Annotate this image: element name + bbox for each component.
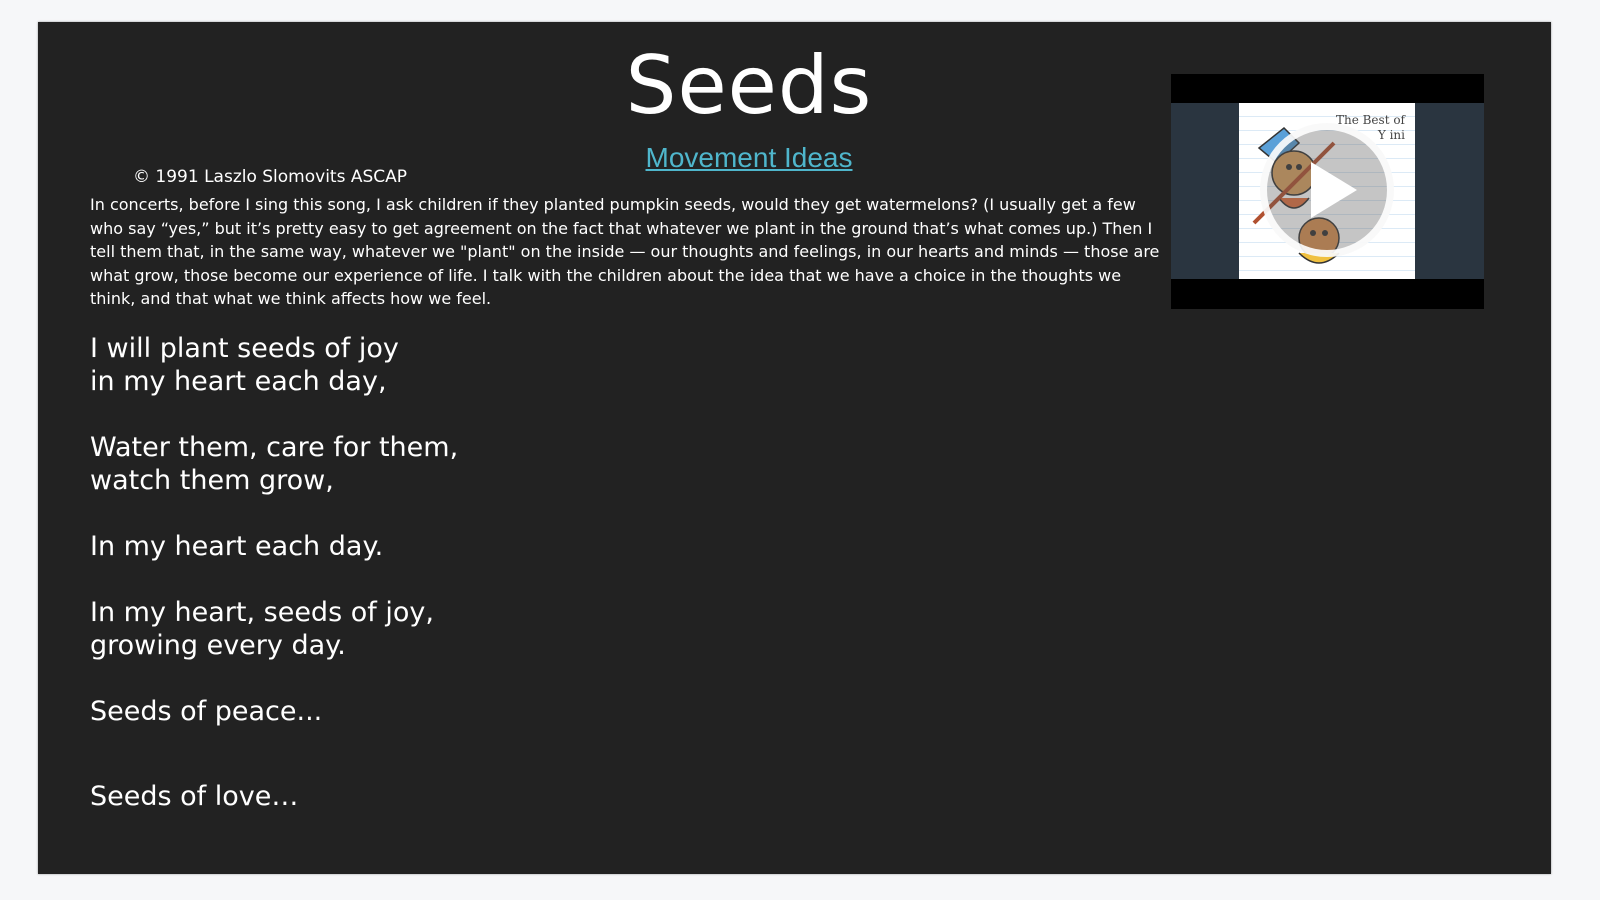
lyric-line: in my heart each day,: [90, 366, 387, 397]
intro-paragraph: In concerts, before I sing this song, I ask children if they planted pumpkin seeds, would they get watermelons? (I usually get a few who say “yes,” but it’s pretty easy to get agreement on the fact that whatever we plant in the ground that’s what comes up.) Then I tell them that, in the same way, whatever we "plant" on the inside — our thoughts and feelings, in our hearts and minds — those are what grow, those become our experience of life. I talk with the children about the idea that we have a choice in the thoughts we think, and that what we think affects how we feel.: [90, 195, 1160, 308]
copyright-notice: © 1991 Laszlo Slomovits ASCAP: [133, 167, 408, 187]
lyrics-stanza: [90, 332, 399, 398]
lyric-line: Seeds of peace...: [90, 696, 323, 727]
lyric-line: In my heart, seeds of joy,: [90, 597, 434, 628]
movement-ideas-link[interactable]: Movement Ideas: [645, 142, 853, 173]
lyric-line: Seeds of love…: [90, 781, 299, 812]
lyric-line: In my heart each day.: [90, 531, 384, 562]
lyrics-stanza: [90, 431, 458, 497]
play-icon: [1267, 130, 1387, 250]
lyrics-stanza: [90, 695, 322, 728]
slide: [38, 22, 1551, 874]
lyrics-stanza: [90, 596, 434, 662]
lyric-line: I will plant seeds of joy: [90, 333, 399, 364]
play-button[interactable]: [1260, 123, 1394, 257]
lyric-line: Water them, care for them,: [90, 432, 459, 463]
lyrics-stanza: [90, 530, 383, 563]
lyric-line: growing every day.: [90, 630, 346, 661]
lyric-line: watch them grow,: [90, 465, 334, 496]
lyrics-stanza: [90, 780, 298, 813]
slide-title: Seeds: [625, 39, 873, 132]
album-title-text: The Best of Y ini: [1335, 113, 1405, 142]
video-embed[interactable]: [1171, 74, 1484, 309]
